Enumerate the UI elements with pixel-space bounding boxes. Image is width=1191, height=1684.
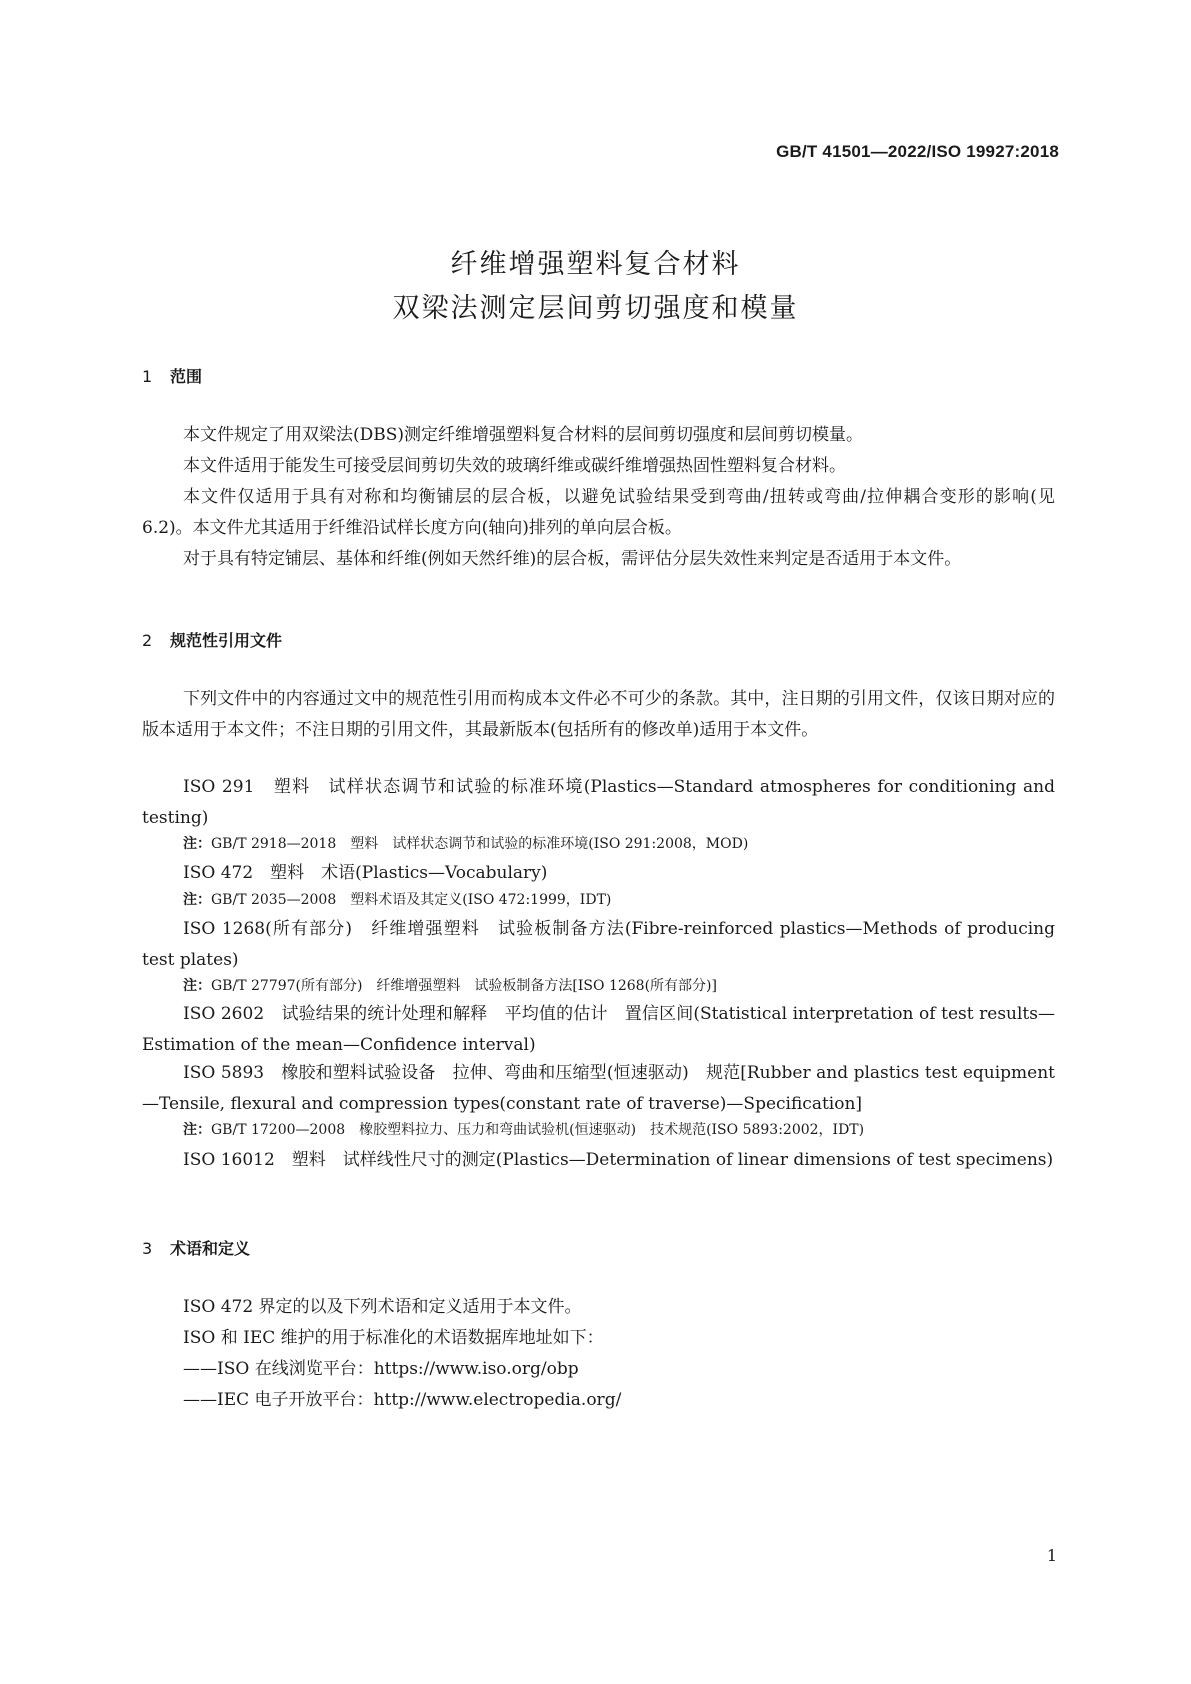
- reference-note: [183, 976, 717, 996]
- note-label: 注：: [183, 836, 211, 852]
- note-label: 注：: [183, 892, 211, 908]
- section-number: 1: [142, 367, 153, 386]
- page-number: 1: [1046, 1546, 1057, 1565]
- reference-note: [183, 890, 611, 910]
- section-number: 2: [142, 631, 153, 650]
- paragraph: 下列文件中的内容通过文中的规范性引用而构成本文件必不可少的条款。其中，注日期的引用文件，仅该日期对应的版本适用于本文件；不注日期的引用文件，其最新版本(包括所有的修改单)适用于本文件。: [142, 689, 1055, 740]
- reference-entry: ISO 2602 试验结果的统计处理和解释 平均值的估计 置信区间(Statistical interpretation of test results—Estimation of the mean—Confidence interval): [142, 1004, 1055, 1055]
- paragraph: 本文件仅适用于具有对称和均衡铺层的层合板，以避免试验结果受到弯曲/扭转或弯曲/拉伸耦合变形的影响(见 6.2)。本文件尤其适用于纤维沿试样长度方向(轴向)排列的单向层合板。: [142, 487, 1055, 538]
- document-title-line-2: 双梁法测定层间剪切强度和模量: [392, 293, 799, 324]
- section-heading-terms-and-definitions: [142, 1236, 250, 1259]
- list-item: ——IEC 电子开放平台：http://www.electropedia.org/: [183, 1390, 622, 1410]
- note-text: GB/T 27797(所有部分) 纤维增强塑料 试验板制备方法[ISO 1268(所有部分)]: [211, 978, 717, 994]
- reference-entry: ISO 5893 橡胶和塑料试验设备 拉伸、弯曲和压缩型(恒速驱动) 规范[Rubber and plastics test equipment—Tensile, flexural and compression types(constant rate of traverse)—Specification]: [142, 1063, 1055, 1114]
- reference-note: [183, 834, 748, 854]
- standard-code: GB/T 41501—2022/ISO 19927:2018: [776, 142, 1059, 161]
- note-text: GB/T 2035—2008 塑料术语及其定义(ISO 472:1999，IDT): [211, 892, 612, 908]
- list-item: ——ISO 在线浏览平台：https://www.iso.org/obp: [183, 1359, 579, 1379]
- note-label: 注：: [183, 1122, 211, 1138]
- paragraph: 对于具有特定铺层、基体和纤维(例如天然纤维)的层合板，需评估分层失效性来判定是否适用于本文件。: [183, 549, 962, 569]
- section-number: 3: [142, 1239, 153, 1258]
- paragraph: 本文件适用于能发生可接受层间剪切失效的玻璃纤维或碳纤维增强热固性塑料复合材料。: [183, 456, 846, 476]
- note-label: 注：: [183, 978, 211, 994]
- paragraph: 本文件规定了用双梁法(DBS)测定纤维增强塑料复合材料的层间剪切强度和层间剪切模量。: [183, 425, 864, 445]
- section-heading-scope: [142, 364, 202, 387]
- note-text: GB/T 2918—2018 塑料 试样状态调节和试验的标准环境(ISO 291:2008，MOD): [211, 836, 749, 852]
- note-text: GB/T 17200—2008 橡胶塑料拉力、压力和弯曲试验机(恒速驱动) 技术规范(ISO 5893:2002，IDT): [211, 1122, 865, 1138]
- paragraph: ISO 和 IEC 维护的用于标准化的术语数据库地址如下：: [183, 1328, 604, 1348]
- reference-entry: ISO 16012 塑料 试样线性尺寸的测定(Plastics—Determination of linear dimensions of test specimens): [183, 1150, 1054, 1170]
- reference-entry: ISO 291 塑料 试样状态调节和试验的标准环境(Plastics—Standard atmospheres for conditioning and testing): [142, 777, 1055, 828]
- document-title-line-1: 纤维增强塑料复合材料: [450, 249, 741, 280]
- section-heading-normative-references: [142, 628, 282, 651]
- section-title: 术语和定义: [170, 1239, 251, 1258]
- reference-entry: ISO 1268(所有部分) 纤维增强塑料 试验板制备方法(Fibre-reinforced plastics—Methods of producing test plates): [142, 919, 1055, 970]
- section-title: 规范性引用文件: [170, 631, 283, 650]
- paragraph: ISO 472 界定的以及下列术语和定义适用于本文件。: [183, 1297, 582, 1317]
- reference-note: [183, 1120, 864, 1140]
- section-title: 范围: [170, 367, 203, 386]
- reference-entry: ISO 472 塑料 术语(Plastics—Vocabulary): [183, 863, 548, 883]
